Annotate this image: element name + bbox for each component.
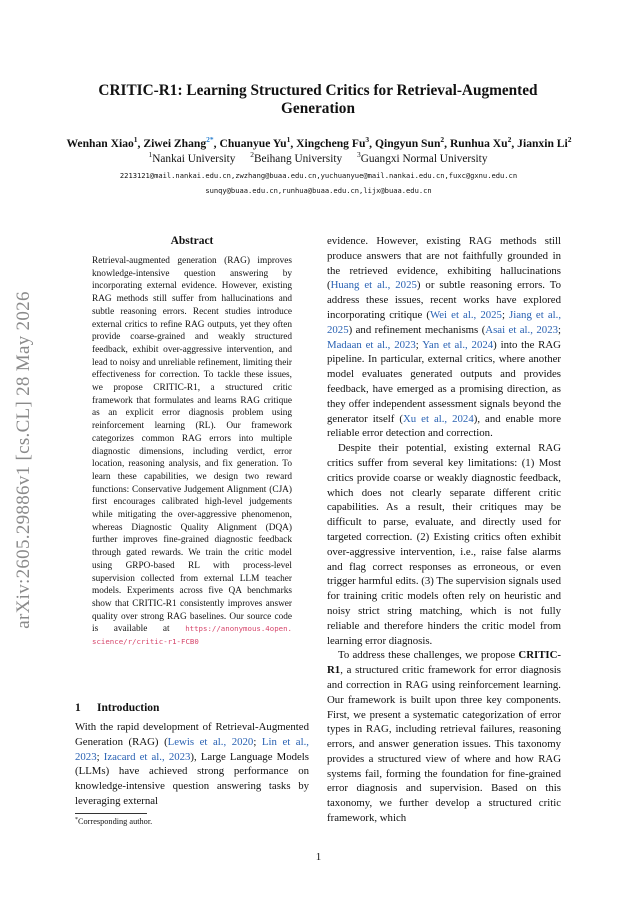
footnote: *Corresponding author. bbox=[75, 817, 153, 826]
citation-link[interactable]: Asai et al., 2023 bbox=[485, 323, 558, 336]
arxiv-side-identifier: arXiv:2605.29886v1 [cs.CL] 28 May 2026 bbox=[13, 291, 34, 629]
author: Ziwei Zhang$^{2*}$ bbox=[143, 135, 214, 150]
author: Runhua Xu$^2$ bbox=[449, 135, 512, 150]
citation-link[interactable]: Izacard et al., 2023 bbox=[103, 750, 191, 763]
email-line-2: sunqy@buaa.edu.cn,runhua@buaa.edu.cn,lijx@buaa.edu.cn bbox=[205, 186, 432, 195]
paragraph: evidence. However, existing RAG methods still produce answers that are not faithfully grounded in the retrieved evidence, exhibiting hallucinations (Huang et al., 2025) or subtle reasoning errors. To address these issues, recent works have explored incorporating critique (Wei et al., 2025; Jiang et al., 2025) and refinement mechanisms (Asai et al., 2023; Madaan et al., 2023; Yan et al., 2024) into the RAG pipeline. In particular, external critics, where another model evaluates generated outputs and provides feedback, have emerged as a promising direction, as they offer independent assessment signals beyond the generator itself (Xu et al., 2024), and enable more reliable error detection and correction. bbox=[327, 235, 562, 440]
author: Jianxin Li$^2$ bbox=[517, 135, 572, 150]
author: Wenhan Xiao$^1$ bbox=[66, 135, 138, 150]
affiliation: $^1$Nankai University bbox=[148, 150, 236, 165]
title-line-2: Generation bbox=[281, 100, 355, 117]
citation-link[interactable]: Madaan et al., 2023 bbox=[327, 338, 416, 351]
citation-link[interactable]: Wei et al., 2025 bbox=[429, 308, 502, 321]
footnote-rule bbox=[75, 813, 147, 814]
affiliation-list bbox=[60, 152, 576, 166]
author: Qingyun Sun$^2$ bbox=[374, 135, 445, 150]
citation-link[interactable]: Lewis et al., 2020 bbox=[167, 735, 254, 748]
abstract-heading: Abstract bbox=[170, 235, 214, 247]
paragraph: To address these challenges, we propose CRITIC-R1, a structured critic framework for error diagnosis and correction in RAG using reinforcement learning. Our framework is built upon three key components. First, we present a systematic categorization of error types in RAG, including retrieval failures, reasoning errors, and answer generation issues. This taxonomy provides a structured view of where and how RAG systems fail, forming the foundation for fine-grained error diagnosis and supervision. Based on this taxonomy, we further develop a structured critic framework, which bbox=[327, 649, 561, 825]
citation-link[interactable]: Lin et al., 2023 bbox=[75, 735, 309, 763]
page-number: 1 bbox=[315, 851, 322, 863]
affiliation: $^3$Guangxi Normal University bbox=[356, 150, 488, 165]
abstract-body bbox=[92, 255, 292, 649]
affiliation: $^2$Beihang University bbox=[250, 150, 343, 165]
citation-link[interactable]: Xu et al., 2024 bbox=[402, 412, 474, 425]
email-line-1: 2213121@mail.nankai.edu.cn,zwzhang@buaa.edu.cn,yuchuanyue@mail.nankai.edu.cn,fuxc@gxnu.edu.cn bbox=[119, 171, 518, 180]
author: Chuanyue Yu$^1$ bbox=[219, 135, 291, 150]
section-heading-introduction: 1 Introduction bbox=[75, 702, 160, 714]
paper-title bbox=[60, 82, 576, 118]
citation-link[interactable]: Huang et al., 2025 bbox=[330, 279, 417, 292]
paragraph: Despite their potential, existing external RAG critics suffer from several key limitations: (1) Most critics provide coarse or weakly diagnostic feedback, which does not clearly separate different critic capabilities. As a result, their critiques may be difficult to parse, evaluate, and directly used for targeted correction. (2) Existing critics often exhibit over-aggressive intervention, i.e., raise false alarms and flag correct responses as erroneous, or even trigger harmful edits. (3) The supervision signals used for training critic models often rely on heuristic and noisy strict string matching, which is not fully reliable and therefore hinders the critic model from learning error diagnosis. bbox=[327, 442, 561, 647]
citation-link[interactable]: Jiang et al., 2025 bbox=[327, 308, 562, 336]
title-line-1: CRITIC-R1: Learning Structured Critics for Retrieval-Augmented bbox=[98, 82, 538, 99]
right-column bbox=[327, 234, 561, 826]
introduction-paragraph: With the rapid development of Retrieval-Augmented Generation (RAG) (Lewis et al., 2020; Lin et al., 2023; Izacard et al., 2023), Large Language Models (LLMs) have achieved strong performance on knowledge-intensive question answering tasks by leveraging external bbox=[75, 721, 310, 807]
citation-link[interactable]: Yan et al., 2024 bbox=[422, 338, 494, 351]
abstract-text: Retrieval-augmented generation (RAG) improves knowledge-intensive question answering by incorporating external evidence. However, existing RAG methods still suffer from hallucinations and subtle reasoning errors. Recent studies introduce external critics to refine RAG outputs, yet they often provide coarse-grained and weakly structured feedback, exhibit over-aggressive intervention, and lead to noisy and unreliable refinement, limiting their effectiveness for correction. To tackle these issues, we propose CRITIC-R1, a structured critic framework that formulates and learns RAG critique as an explicit error diagnosis problem using reinforcement learning (RL). Our framework categorizes common RAG errors into multiple diagnostic dimensions, including verdict, error location, reasoning analysis, and fix generation. To learn these capabilities, we design two reward functions: Conservative Judgement Alignment (CJA) first encourages calibrated high-level judgements while mitigating the over-aggressive phenomenon, whereas Diagnostic Quality Alignment (DQA) further improves fine-grained diagnostic feedback through gated rewards. We train the critic model using GRPO-based RL with process-level supervision collected from external LLM teacher models. Experiments across five QA benchmarks show that CRITIC-R1 consistently improves answer quality over strong RAG baselines. Our source code is available at bbox=[92, 256, 292, 635]
author: Xingcheng Fu$^3$ bbox=[296, 135, 370, 150]
code-link[interactable]: https://anonymous.4open. science/r/critic-r1-FCB0 bbox=[92, 624, 292, 647]
author-list: Wenhan Xiao$^1$, Ziwei Zhang$^{2*}$, Chuanyue Yu$^1$, Xingcheng Fu$^3$, Qingyun Sun$^2$, Runhua Xu$^2$, Jianxin Li$^2$ bbox=[66, 135, 572, 150]
